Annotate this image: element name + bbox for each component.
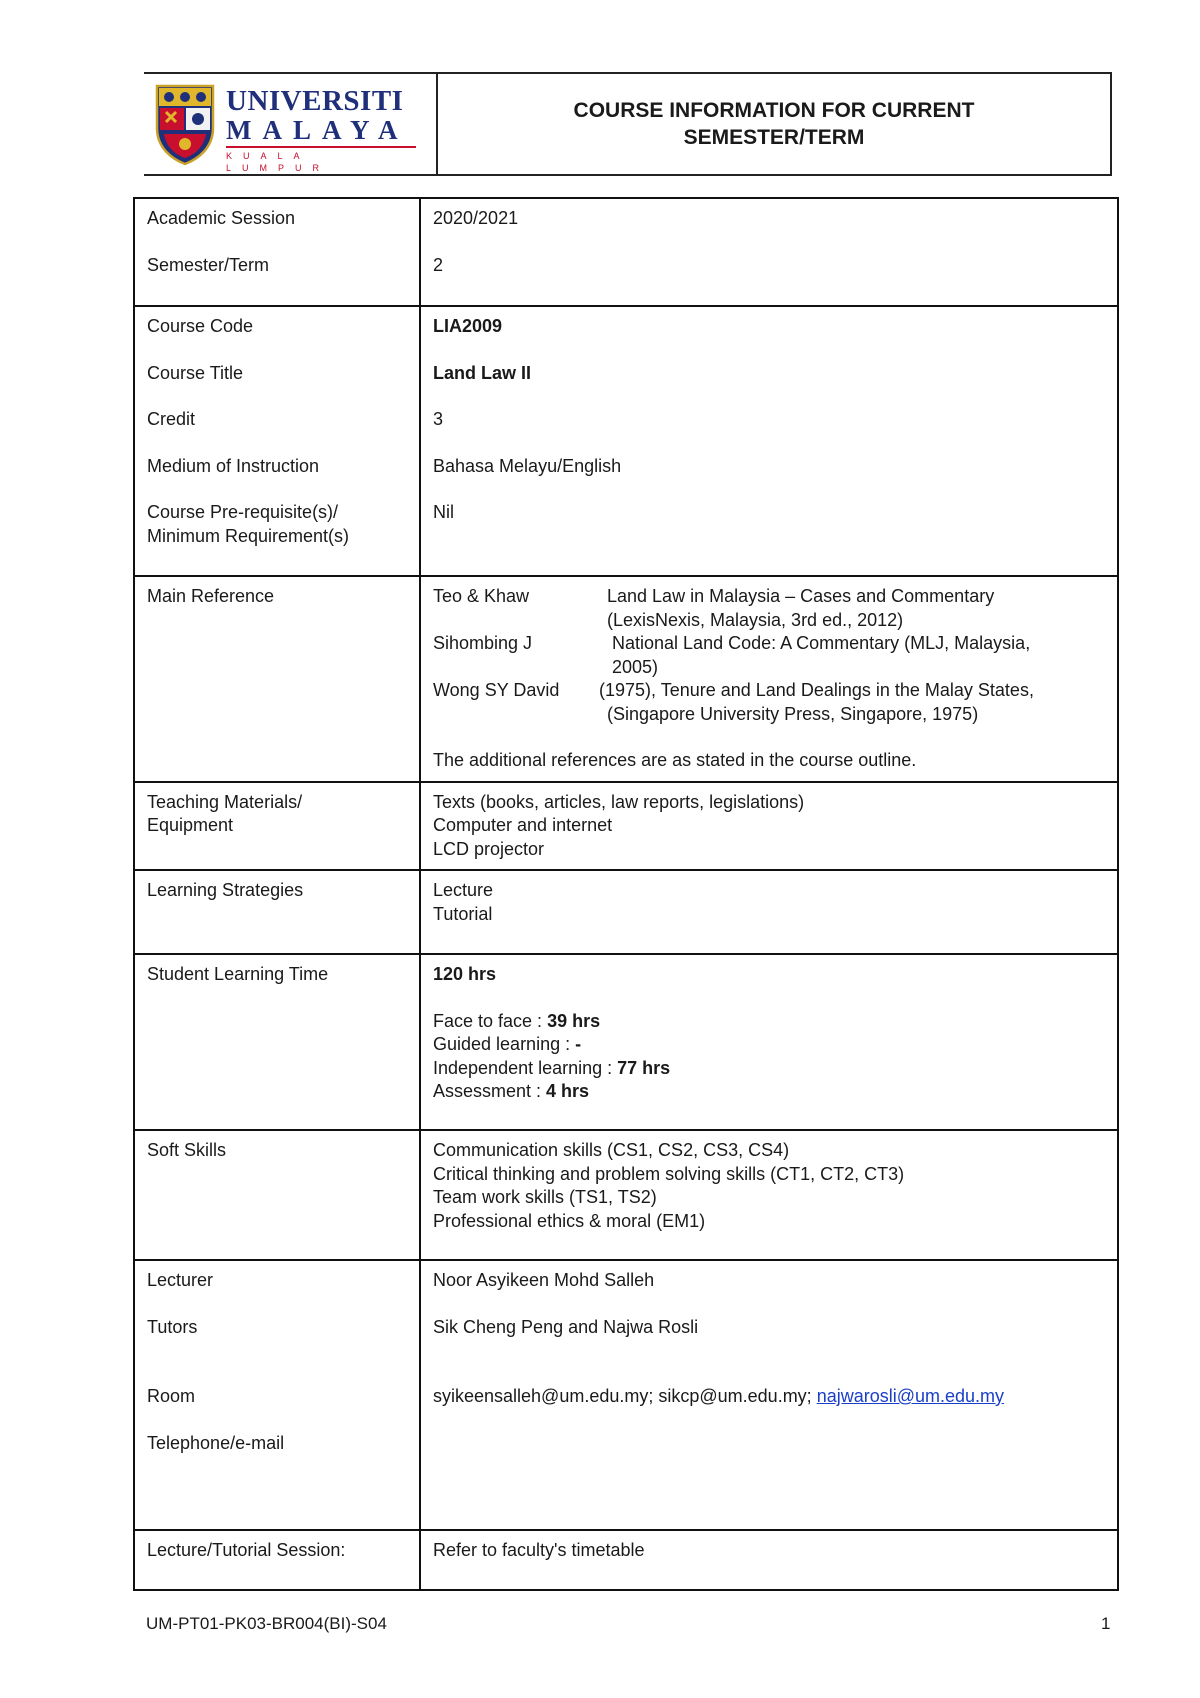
university-logo xyxy=(154,82,434,173)
lecturer-label: Lecturer xyxy=(147,1270,214,1290)
reference-line: (1975), Tenure and Land Dealings in the Malay States, xyxy=(599,680,1034,700)
course-title-label: Course Title xyxy=(147,362,244,383)
header-divider xyxy=(144,174,442,176)
reference-line: Land Law in Malaysia – Cases and Commentary xyxy=(607,586,995,606)
prereq-label-2: Minimum Requirement(s) xyxy=(147,525,350,546)
row-student-learning-time xyxy=(134,954,1118,1130)
list-item: Critical thinking and problem solving skills (CT1, CT2, CT3) xyxy=(433,1163,905,1184)
row-staff xyxy=(134,1260,1118,1530)
guided-learning-value: - xyxy=(575,1034,582,1054)
semester-label: Semester/Term xyxy=(147,254,270,275)
list-item: Lecture xyxy=(433,880,494,900)
list-item: Professional ethics & moral (EM1) xyxy=(433,1210,706,1231)
value-cell xyxy=(420,1260,1118,1530)
row-main-reference xyxy=(134,576,1118,782)
row-session-schedule xyxy=(134,1530,1118,1590)
session-schedule-label: Lecture/Tutorial Session: xyxy=(147,1540,346,1560)
row-soft-skills xyxy=(134,1130,1118,1260)
reference-line: (LexisNexis, Malaysia, 3rd ed., 2012) xyxy=(607,609,904,630)
lecturer-value: Noor Asyikeen Mohd Salleh xyxy=(433,1270,655,1290)
value-cell xyxy=(420,1530,1118,1590)
reference-detail xyxy=(599,679,1105,726)
tutors-value: Sik Cheng Peng and Najwa Rosli xyxy=(433,1316,699,1337)
reference-author: Teo & Khaw xyxy=(433,586,530,606)
face-to-face-label: Face to face : xyxy=(433,1010,548,1031)
row-learning-strategies xyxy=(134,870,1118,954)
student-learning-time-label: Student Learning Time xyxy=(147,964,329,984)
wordmark-line-3: KUALA LUMPUR xyxy=(226,151,331,173)
reference-author: Wong SY David xyxy=(433,680,560,700)
email-list: syikeensalleh@um.edu.my; sikcp@um.edu.my; xyxy=(433,1386,817,1406)
university-crest-icon xyxy=(154,82,216,166)
label-cell xyxy=(134,782,420,871)
face-to-face-row xyxy=(433,1010,1105,1034)
email-row xyxy=(433,1385,1105,1409)
label-cell xyxy=(134,954,420,1130)
university-wordmark xyxy=(226,86,426,174)
course-info-table xyxy=(133,197,1119,1591)
logo-cell xyxy=(144,74,438,174)
list-item: Computer and internet xyxy=(433,815,613,835)
label-cell xyxy=(134,198,420,306)
reference-author: Sihombing J xyxy=(433,633,533,653)
telephone-label: Telephone/e-mail xyxy=(147,1432,285,1453)
teaching-materials-label-2: Equipment xyxy=(147,815,234,835)
independent-learning-row xyxy=(433,1057,1105,1081)
learning-strategies-label: Learning Strategies xyxy=(147,880,304,900)
document-header xyxy=(144,72,1112,176)
soft-skills-label: Soft Skills xyxy=(147,1140,227,1160)
value-cell xyxy=(420,1130,1118,1260)
label-cell xyxy=(134,576,420,782)
list-item: LCD projector xyxy=(433,838,545,859)
course-code-value: LIA2009 xyxy=(433,316,503,336)
value-cell xyxy=(420,782,1118,871)
title-line-1: COURSE INFORMATION FOR CURRENT xyxy=(573,99,975,122)
guided-learning-row xyxy=(433,1033,1105,1057)
row-course xyxy=(134,306,1118,576)
semester-value: 2 xyxy=(433,254,444,275)
reference-line: 2005) xyxy=(607,656,659,677)
guided-learning-label: Guided learning : xyxy=(433,1034,576,1054)
wordmark-line-2: MALAYA xyxy=(226,115,409,145)
independent-learning-label: Independent learning : xyxy=(433,1057,618,1078)
footer-page-number: 1 xyxy=(1101,1614,1111,1633)
independent-learning-value: 77 hrs xyxy=(617,1057,671,1078)
list-item: Communication skills (CS1, CS2, CS3, CS4) xyxy=(433,1140,790,1160)
reference-note: The additional references are as stated in the course outline. xyxy=(433,750,917,770)
reference-detail xyxy=(607,585,1105,632)
session-schedule-value: Refer to faculty's timetable xyxy=(433,1540,645,1560)
reference-line: National Land Code: A Commentary (MLJ, Malaysia, xyxy=(607,633,1031,653)
face-to-face-value: 39 hrs xyxy=(547,1010,601,1031)
medium-value: Bahasa Melayu/English xyxy=(433,455,622,476)
main-reference-label: Main Reference xyxy=(147,586,275,606)
credit-label: Credit xyxy=(147,409,196,429)
footer-doc-code: UM-PT01-PK03-BR004(BI)-S04 xyxy=(146,1614,387,1633)
wordmark-rule xyxy=(226,146,416,148)
assessment-label: Assessment : xyxy=(433,1081,547,1101)
email-link[interactable]: najwarosli@um.edu.my xyxy=(816,1386,1005,1406)
label-cell xyxy=(134,870,420,954)
label-cell xyxy=(134,1530,420,1590)
value-cell xyxy=(420,870,1118,954)
list-item: Texts (books, articles, law reports, legislations) xyxy=(433,791,805,812)
row-session xyxy=(134,198,1118,306)
list-item: Team work skills (TS1, TS2) xyxy=(433,1187,657,1207)
label-cell xyxy=(134,1130,420,1260)
list-item: Tutorial xyxy=(433,903,493,924)
teaching-materials-label-1: Teaching Materials/ xyxy=(147,791,303,812)
course-code-label: Course Code xyxy=(147,316,254,336)
value-cell xyxy=(420,576,1118,782)
reference-list xyxy=(433,585,1105,726)
title-line-2: SEMESTER/TERM xyxy=(683,126,865,149)
credit-value: 3 xyxy=(433,409,444,429)
tutors-label: Tutors xyxy=(147,1316,198,1337)
value-cell xyxy=(420,198,1118,306)
label-cell xyxy=(134,306,420,576)
value-cell xyxy=(420,306,1118,576)
reference-line: (Singapore University Press, Singapore, 1975) xyxy=(607,703,979,724)
prereq-value: Nil xyxy=(433,502,454,522)
course-title-value: Land Law II xyxy=(433,362,532,383)
prereq-label-1: Course Pre-requisite(s)/ xyxy=(147,502,339,522)
academic-session-label: Academic Session xyxy=(147,208,296,228)
room-label: Room xyxy=(147,1386,196,1406)
row-teaching-materials xyxy=(134,782,1118,871)
document-title xyxy=(438,74,1110,174)
academic-session-value: 2020/2021 xyxy=(433,208,519,228)
label-cell xyxy=(134,1260,420,1530)
wordmark-line-1: UNIVERSITI xyxy=(226,85,404,117)
medium-label: Medium of Instruction xyxy=(147,455,320,476)
assessment-row xyxy=(433,1080,1105,1104)
assessment-value: 4 hrs xyxy=(546,1081,590,1101)
total-hours: 120 hrs xyxy=(433,964,497,984)
reference-detail xyxy=(607,632,1105,679)
value-cell xyxy=(420,954,1118,1130)
